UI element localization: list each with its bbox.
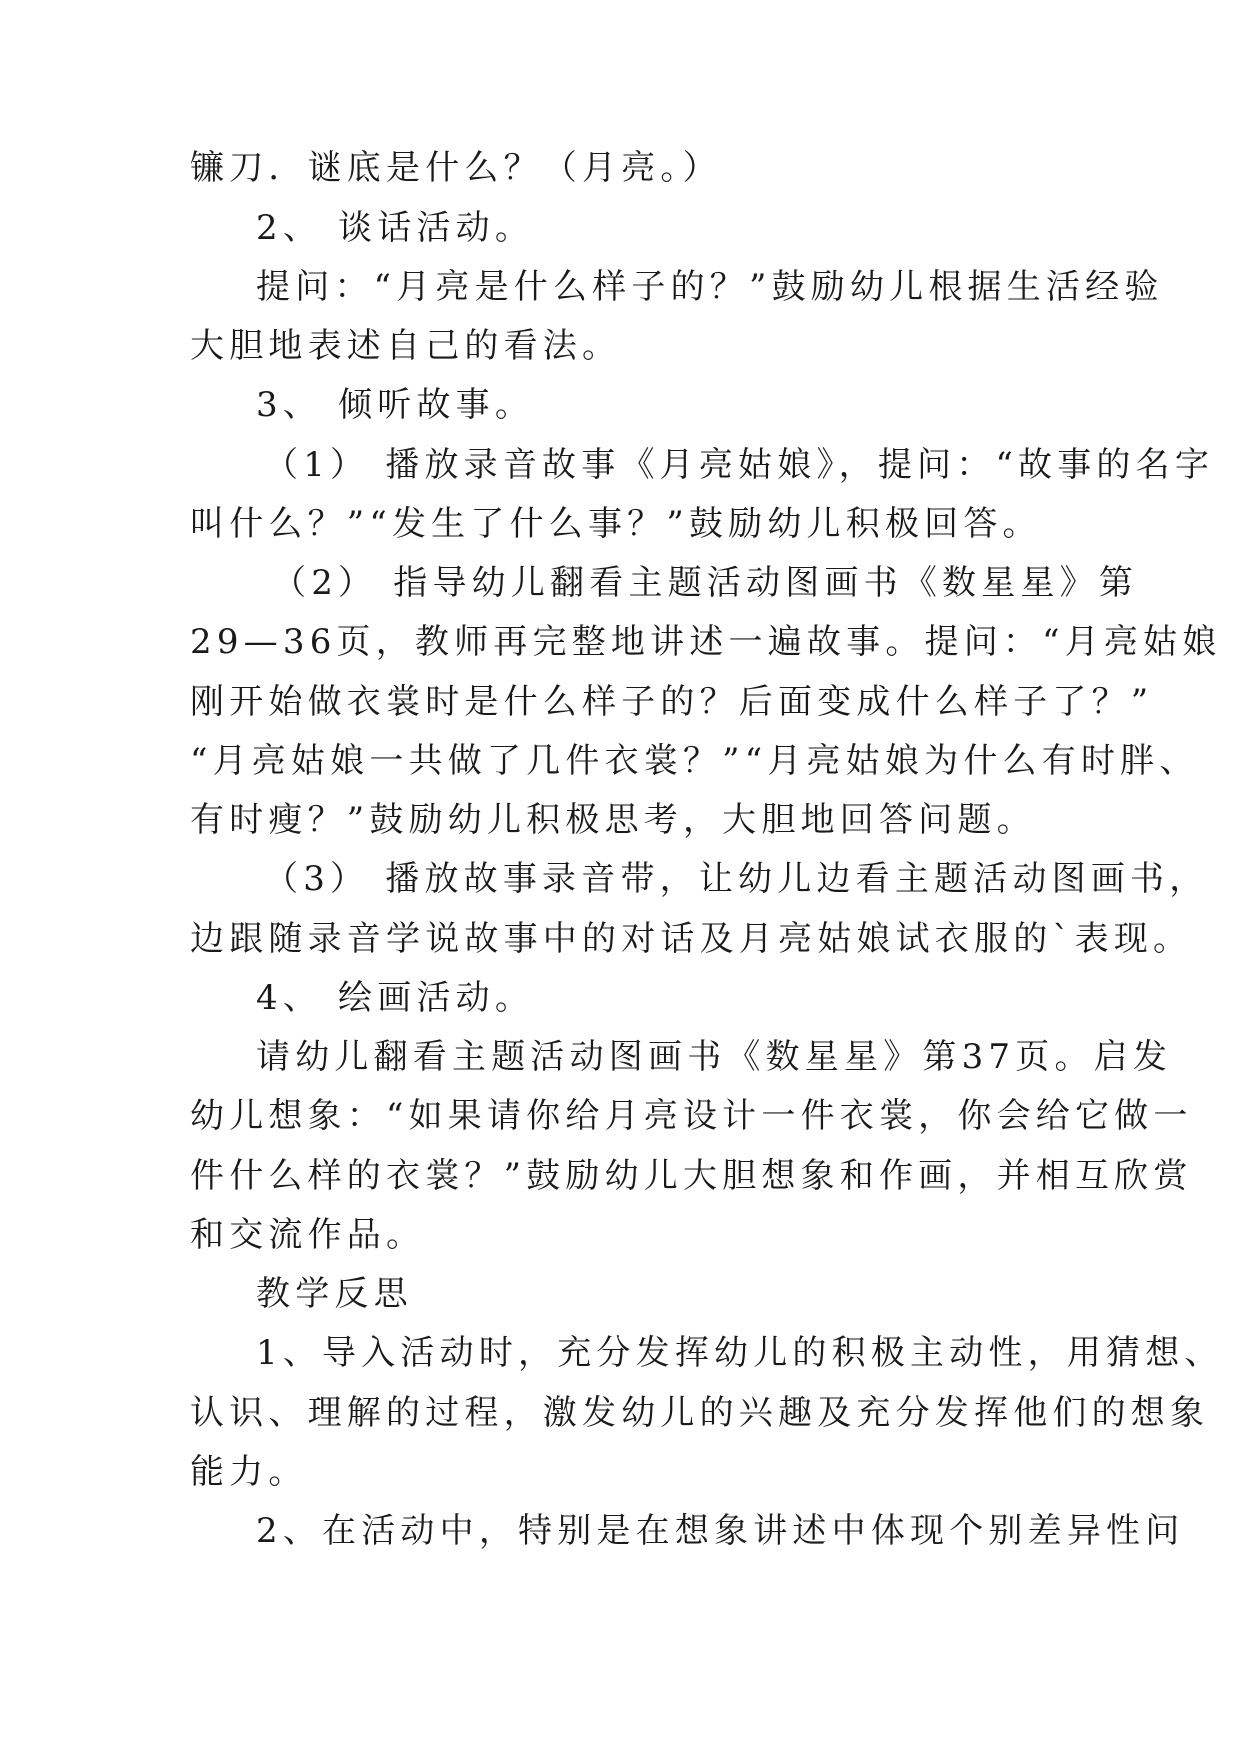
text-line-16: 请幼儿翻看主题活动图画书《数星星》第37页。启发 (256, 1037, 1173, 1077)
text-line-14: 边跟随录音学说故事中的对话及月亮姑娘试衣服的`表现。 (190, 919, 1193, 959)
text-line-1: 镰刀．谜底是什么？（月亮。） (190, 148, 722, 188)
text-line-3: 提问：“月亮是什么样子的？”鼓励幼儿根据生活经验 (256, 267, 1164, 307)
section-heading-listen: 3、 倾听故事。 (256, 385, 535, 425)
text-line-22: 认识、理解的过程，激发幼儿的兴趣及充分发挥他们的想象 (190, 1393, 1210, 1433)
text-line-13: （3） 播放故事录音带，让幼儿边看主题活动图画书， (264, 859, 1209, 899)
text-line-7: 叫什么？”“发生了什么事？”鼓励幼儿积极回答。 (190, 504, 1042, 544)
section-heading-talk: 2、 谈话活动。 (256, 208, 535, 248)
text-line-17: 幼儿想象：“如果请你给月亮设计一件衣裳，你会给它做一 (190, 1096, 1193, 1136)
text-line-9: 29—36页，教师再完整地讲述一遍故事。提问：“月亮姑娘 (190, 622, 1222, 662)
text-line-8: （2） 指导幼儿翻看主题活动图画书《数星星》第 (272, 563, 1139, 603)
text-line-21: 1、导入活动时，充分发挥幼儿的积极主动性，用猜想、 (256, 1333, 1224, 1373)
text-line-23: 能力。 (190, 1452, 308, 1492)
section-heading-draw: 4、 绘画活动。 (256, 978, 535, 1018)
text-line-6: （1） 播放录音故事《月亮姑娘》，提问：“故事的名字 (264, 445, 1215, 485)
text-line-4: 大胆地表述自己的看法。 (190, 326, 622, 366)
text-line-10: 刚开始做衣裳时是什么样子的？后面变成什么样子了？” (190, 682, 1154, 722)
section-heading-reflection: 教学反思 (256, 1274, 413, 1314)
text-line-19: 和交流作品。 (190, 1215, 426, 1255)
text-line-24: 2、在活动中，特别是在想象讲述中体现个别差异性问 (256, 1511, 1185, 1551)
text-line-11: “月亮姑娘一共做了几件衣裳？”“月亮姑娘为什么有时胖、 (190, 741, 1199, 781)
text-line-18: 件什么样的衣裳？”鼓励幼儿大胆想象和作画，并相互欣赏 (190, 1156, 1193, 1196)
text-line-12: 有时瘦？”鼓励幼儿积极思考，大胆地回答问题。 (190, 800, 1036, 840)
